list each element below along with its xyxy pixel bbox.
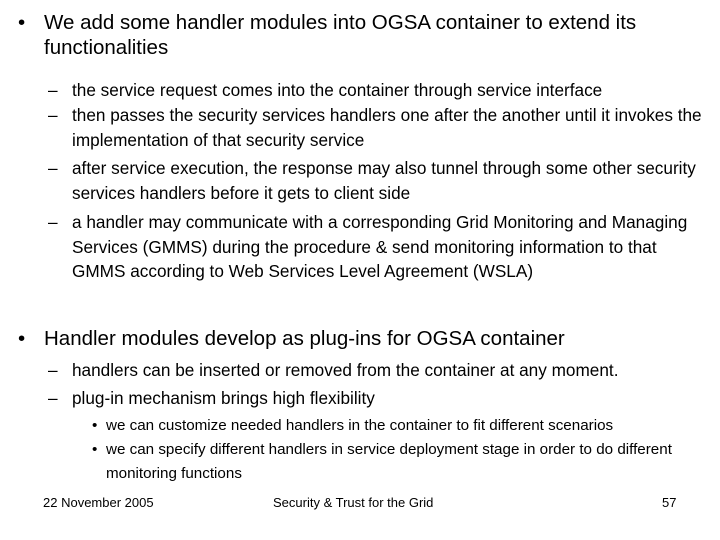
sub-bullet-1-1-text: the service request comes into the container through service interface <box>72 80 603 100</box>
dash-glyph: – <box>48 105 58 125</box>
bullet-1-text: We add some handler modules into OGSA container to extend its functionalities <box>44 11 637 59</box>
sub-bullet-2-2-text: plug-in mechanism brings high flexibility <box>72 388 375 408</box>
dash-glyph: – <box>48 158 58 178</box>
bullet-glyph: • <box>92 417 98 434</box>
sub-bullet-1-4-text: a handler may communicate with a corresponding Grid Monitoring and Managing Services (GMMS) during the procedure & send monitoring information to that GMMS according to Web Services Level Agreement (WSLA) <box>72 212 688 281</box>
bullet-2-text: Handler modules develop as plug-ins for OGSA container <box>44 327 565 350</box>
sub-sub-bullet-2 <box>92 438 712 485</box>
sub-bullet-2-1 <box>48 358 710 383</box>
dash-glyph: – <box>48 360 58 380</box>
bullet-1 <box>18 10 708 60</box>
sub-sub-bullet-1-text: we can customize needed handlers in the container to fit different scenarios <box>106 417 614 434</box>
bullet-glyph: • <box>18 327 26 350</box>
sub-bullet-1-2-text: then passes the security services handlers one after the another until it invokes the implementation of that security service <box>72 105 702 150</box>
footer-page-number: 57 <box>662 495 677 510</box>
sub-bullet-1-3-text: after service execution, the response may also tunnel through some other security services handlers before it gets to client side <box>72 158 696 203</box>
dash-glyph: – <box>48 212 58 232</box>
dash-glyph: – <box>48 388 58 408</box>
sub-bullet-1-4 <box>48 210 710 284</box>
footer-date: 22 November 2005 <box>43 495 154 510</box>
sub-bullet-1-3 <box>48 156 710 205</box>
sub-bullet-2-2 <box>48 386 710 411</box>
dash-glyph: – <box>48 80 58 100</box>
sub-sub-bullet-1 <box>92 414 712 438</box>
sub-sub-bullet-2-text: we can specify different handlers in service deployment stage in order to do different monitoring functions <box>106 441 672 482</box>
sub-bullet-1-2 <box>48 103 710 152</box>
sub-bullet-1-1 <box>48 78 710 103</box>
sub-bullet-2-1-text: handlers can be inserted or removed from the container at any moment. <box>72 360 619 380</box>
bullet-glyph: • <box>92 441 98 458</box>
bullet-2 <box>18 326 708 351</box>
footer-title: Security & Trust for the Grid <box>273 495 434 510</box>
bullet-glyph: • <box>18 11 26 34</box>
